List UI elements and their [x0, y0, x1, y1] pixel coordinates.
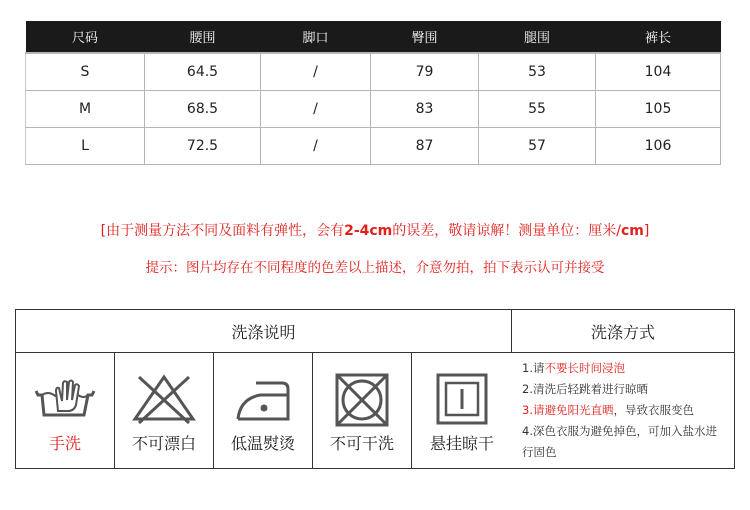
low-iron-icon	[230, 371, 296, 427]
cell-thigh: 53	[479, 53, 596, 90]
hang-dry-label: 悬挂晾干	[429, 434, 494, 453]
measurement-note-d: cm	[621, 223, 644, 239]
header-hip: 臀围	[371, 21, 479, 53]
cell-waist: 72.5	[145, 127, 261, 164]
cell-hem: /	[261, 127, 371, 164]
measurement-note-a: [由于测量方法不同及面料有弹性，会有	[100, 223, 345, 239]
care-item-low-iron	[214, 353, 313, 468]
table-row	[26, 53, 721, 90]
cell-waist: 68.5	[145, 90, 261, 127]
cell-length: 106	[596, 127, 721, 164]
care-item-hand-wash	[16, 353, 115, 468]
cell-size: M	[26, 90, 145, 127]
size-table-header	[26, 21, 721, 53]
measurement-note-e: ]	[643, 223, 650, 239]
cell-hip: 83	[371, 90, 479, 127]
no-bleach-label: 不可漂白	[131, 434, 196, 453]
care-item-3-highlight: 3.请避免阳光直晒	[522, 403, 614, 417]
cell-thigh: 57	[479, 127, 596, 164]
care-item-3-rest: ，导致衣服变色	[613, 403, 694, 417]
hand-wash-icon	[32, 371, 98, 427]
care-item-3	[522, 400, 728, 421]
care-item-no-bleach	[115, 353, 214, 468]
hand-wash-label: 手洗	[48, 434, 81, 453]
measurement-note-b: 2-4cm	[344, 223, 393, 239]
care-item-4: 4.深色衣服为避免掉色，可加入盐水进行固色	[522, 424, 717, 459]
care-icons	[16, 353, 512, 468]
washing-methods-title: 洗涤方式	[512, 310, 734, 353]
header-waist: 腰围	[145, 21, 261, 53]
care-item-1-prefix: 1.请	[522, 361, 545, 375]
care-item-1-highlight: 不要长时间浸泡	[544, 361, 625, 375]
cell-hip: 87	[371, 127, 479, 164]
cell-hem: /	[261, 53, 371, 90]
washing-instructions-title: 洗涤说明	[16, 310, 512, 353]
header-hem: 脚口	[261, 21, 371, 53]
care-item-no-dry-clean	[313, 353, 412, 468]
cell-hem: /	[261, 90, 371, 127]
header-size: 尺码	[26, 21, 145, 53]
do-not-bleach-icon	[131, 371, 197, 427]
cell-thigh: 55	[479, 90, 596, 127]
do-not-dry-clean-icon	[329, 371, 395, 427]
care-item-2: 2.清洗后轻跳着进行晾晒	[522, 382, 648, 396]
color-difference-tip: 提示：图片均存在不同程度的色差以上描述，介意勿拍，拍下表示认可并接受	[145, 260, 605, 276]
care-item-1	[522, 358, 728, 379]
cell-length: 104	[596, 53, 721, 90]
measurement-note-c: 的误差，敬请谅解！测量单位：厘米/	[392, 223, 621, 239]
low-iron-label: 低温熨烫	[230, 434, 295, 453]
measurement-note	[0, 220, 750, 240]
cell-waist: 64.5	[145, 53, 261, 90]
header-thigh: 腿围	[479, 21, 596, 53]
hang-dry-icon	[429, 371, 495, 427]
no-dry-clean-label: 不可干洗	[329, 434, 394, 453]
cell-hip: 79	[371, 53, 479, 90]
washing-panel	[15, 309, 735, 469]
table-row	[26, 127, 721, 164]
care-instructions	[522, 358, 728, 463]
cell-length: 105	[596, 90, 721, 127]
care-item-hang-dry	[412, 353, 512, 468]
header-length: 裤长	[596, 21, 721, 53]
cell-size: L	[26, 127, 145, 164]
cell-size: S	[26, 53, 145, 90]
table-row	[26, 90, 721, 127]
size-table	[25, 21, 721, 165]
